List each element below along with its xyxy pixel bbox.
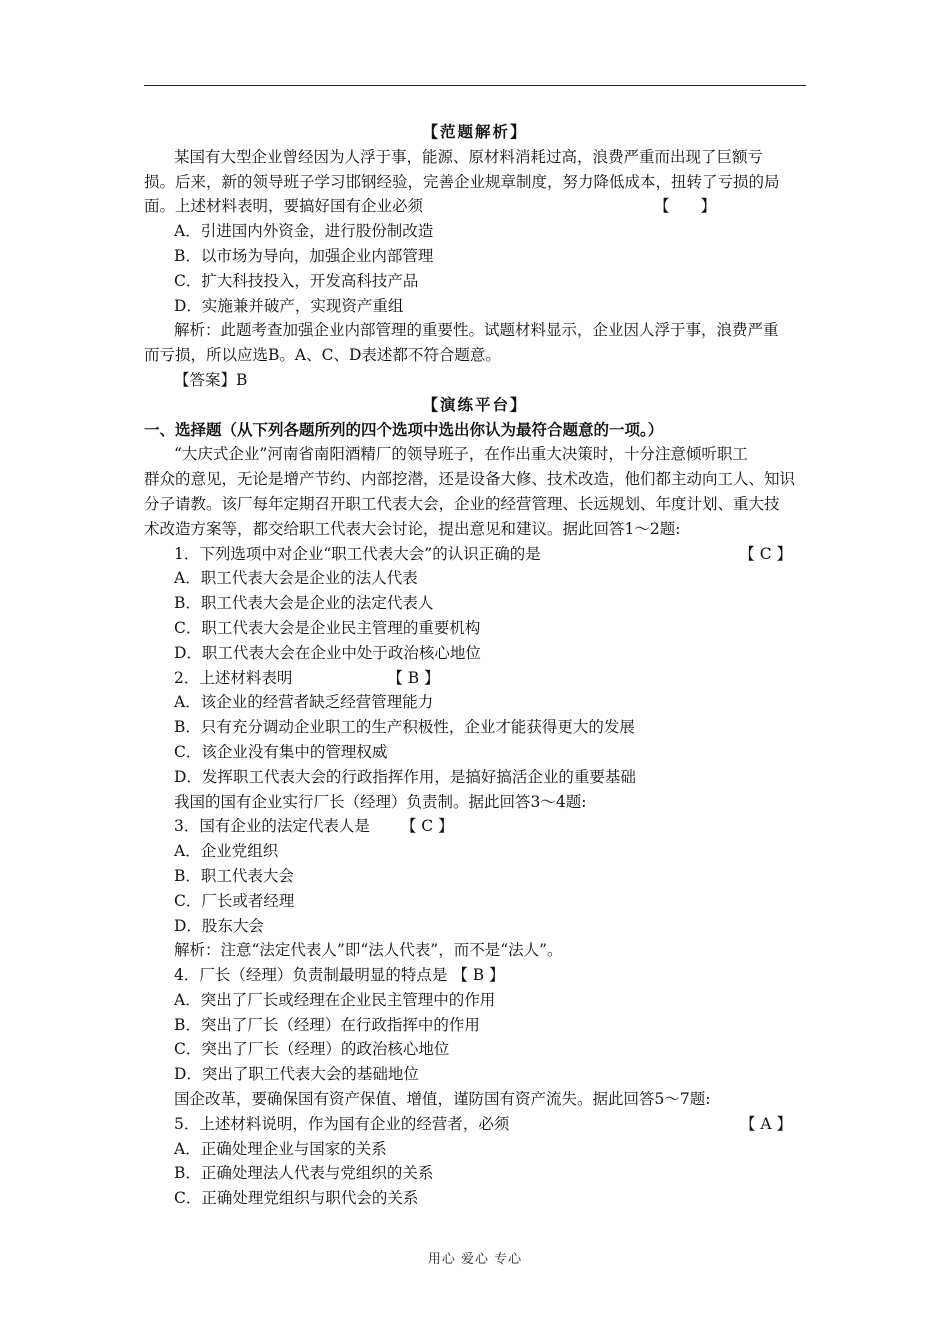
q5-option-b: B．正确处理法人代表与党组织的关系 xyxy=(174,1164,434,1183)
example-question-text: 面。上述材料表明，要搞好国有企业必须 xyxy=(144,197,424,216)
example-question-line-3 xyxy=(144,194,806,219)
q3-stem-line xyxy=(144,814,806,839)
example-question-line-1: 某国有大型企业曾经因为人浮于事，能源、原材料消耗过高，浪费严重而出现了巨额亏 xyxy=(174,147,764,166)
q2-option-a: A．该企业的经营者缺乏经营管理能力 xyxy=(174,693,434,712)
q5-option-a: A．正确处理企业与国家的关系 xyxy=(174,1139,387,1158)
example-answer-bracket: 【 】 xyxy=(653,197,716,216)
q2-option-d: D．发挥职工代表大会的行政指挥作用，是搞好搞活企业的重要基础 xyxy=(174,767,636,786)
example-question-line-2: 损。后来，新的领导班子学习邯钢经验，完善企业规章制度，努力降低成本，扭转了亏损的局 xyxy=(144,172,780,191)
q2-stem: 2．上述材料表明 xyxy=(174,668,293,687)
q2-option-c: C．该企业没有集中的管理权威 xyxy=(174,742,388,761)
q1-option-a: A．职工代表大会是企业的法人代表 xyxy=(174,569,418,588)
example-heading: 【范题解析】 xyxy=(422,122,528,141)
material1-line-2: 群众的意见，无论是增产节约、内部挖潜，还是设备大修、技术改造，他们都主动向工人、知识 xyxy=(144,470,796,489)
q1-option-d: D．职工代表大会在企业中处于政治核心地位 xyxy=(174,643,481,662)
q4-answer-bracket: 【 B 】 xyxy=(452,966,505,985)
document-body xyxy=(144,120,806,1211)
q4-option-d: D．突出了职工代表大会的基础地位 xyxy=(174,1065,419,1084)
section-title: 一、选择题（从下列各题所列的四个选项中选出你认为最符合题意的一项。） xyxy=(144,419,664,439)
q3-analysis: 解析：注意“法定代表人”即“法人代表”，而不是“法人”。 xyxy=(174,941,563,960)
q5-option-c: C．正确处理党组织与职代会的关系 xyxy=(174,1189,419,1208)
page-footer: 用心 爱心 专心 xyxy=(427,1252,523,1267)
q5-answer-bracket: 【 A 】 xyxy=(739,1114,792,1133)
practice-heading: 【演练平台】 xyxy=(422,394,528,414)
q5-stem: 5．上述材料说明，作为国有企业的经营者，必须 xyxy=(174,1114,510,1133)
example-answer: 【答案】B xyxy=(174,370,248,389)
q2-option-b: B．只有充分调动企业职工的生产积极性，企业才能获得更大的发展 xyxy=(174,718,635,737)
q3-option-b: B．职工代表大会 xyxy=(174,866,294,885)
material3: 国企改革，要确保国有资产保值、增值，谨防国有资产流失。据此回答5～7题: xyxy=(174,1090,711,1109)
example-option-c: C．扩大科技投入，开发高科技产品 xyxy=(174,271,419,290)
example-option-a: A．引进国内外资金，进行股份制改造 xyxy=(174,222,434,241)
header-rule xyxy=(144,85,806,86)
q1-answer-bracket: 【 C 】 xyxy=(739,544,792,563)
q5-stem-line xyxy=(144,1112,806,1137)
example-analysis-line-1: 解析：此题考查加强企业内部管理的重要性。试题材料显示，企业因人浮于事，浪费严重 xyxy=(174,321,779,340)
q4-option-c: C．突出了厂长（经理）的政治核心地位 xyxy=(174,1040,450,1059)
q2-answer-bracket: 【 B 】 xyxy=(387,668,440,687)
q4-stem: 4．厂长（经理）负责制最明显的特点是 xyxy=(174,966,448,985)
q3-stem: 3．国有企业的法定代表人是 xyxy=(174,817,370,836)
example-option-b: B．以市场为导向，加强企业内部管理 xyxy=(174,246,434,265)
q4-option-b: B．突出了厂长（经理）在行政指挥中的作用 xyxy=(174,1015,480,1034)
material1-line-4: 术改造方案等，都交给职工代表大会讨论，提出意见和建议。据此回答1～2题: xyxy=(144,519,681,538)
example-analysis-line-2: 而亏损，所以应选B。A、C、D表述都不符合题意。 xyxy=(144,346,501,365)
example-option-d: D．实施兼并破产，实现资产重组 xyxy=(174,296,404,315)
q1-option-c: C．职工代表大会是企业民主管理的重要机构 xyxy=(174,618,481,637)
material1-line-1: “大庆式企业”河南省南阳酒精厂的领导班子，在作出重大决策时，十分注意倾听职工 xyxy=(174,445,748,464)
q3-option-a: A．企业党组织 xyxy=(174,842,279,861)
q1-stem: 1．下列选项中对企业“职工代表大会”的认识正确的是 xyxy=(174,544,541,563)
q3-option-c: C．厂长或者经理 xyxy=(174,891,295,910)
q1-stem-line xyxy=(144,542,806,567)
q4-option-a: A．突出了厂长或经理在企业民主管理中的作用 xyxy=(174,990,496,1009)
q2-stem-line xyxy=(144,666,806,691)
material1-line-3: 分子请教。该厂每年定期召开职工代表大会，企业的经营管理、长远规划、年度计划、重大技 xyxy=(144,494,780,513)
q1-option-b: B．职工代表大会是企业的法定代表人 xyxy=(174,594,434,613)
q3-option-d: D．股东大会 xyxy=(174,916,264,935)
q3-answer-bracket: 【 C 】 xyxy=(400,817,454,836)
q4-stem-line xyxy=(144,963,806,988)
material2: 我国的国有企业实行厂长（经理）负责制。据此回答3～4题: xyxy=(174,792,587,811)
